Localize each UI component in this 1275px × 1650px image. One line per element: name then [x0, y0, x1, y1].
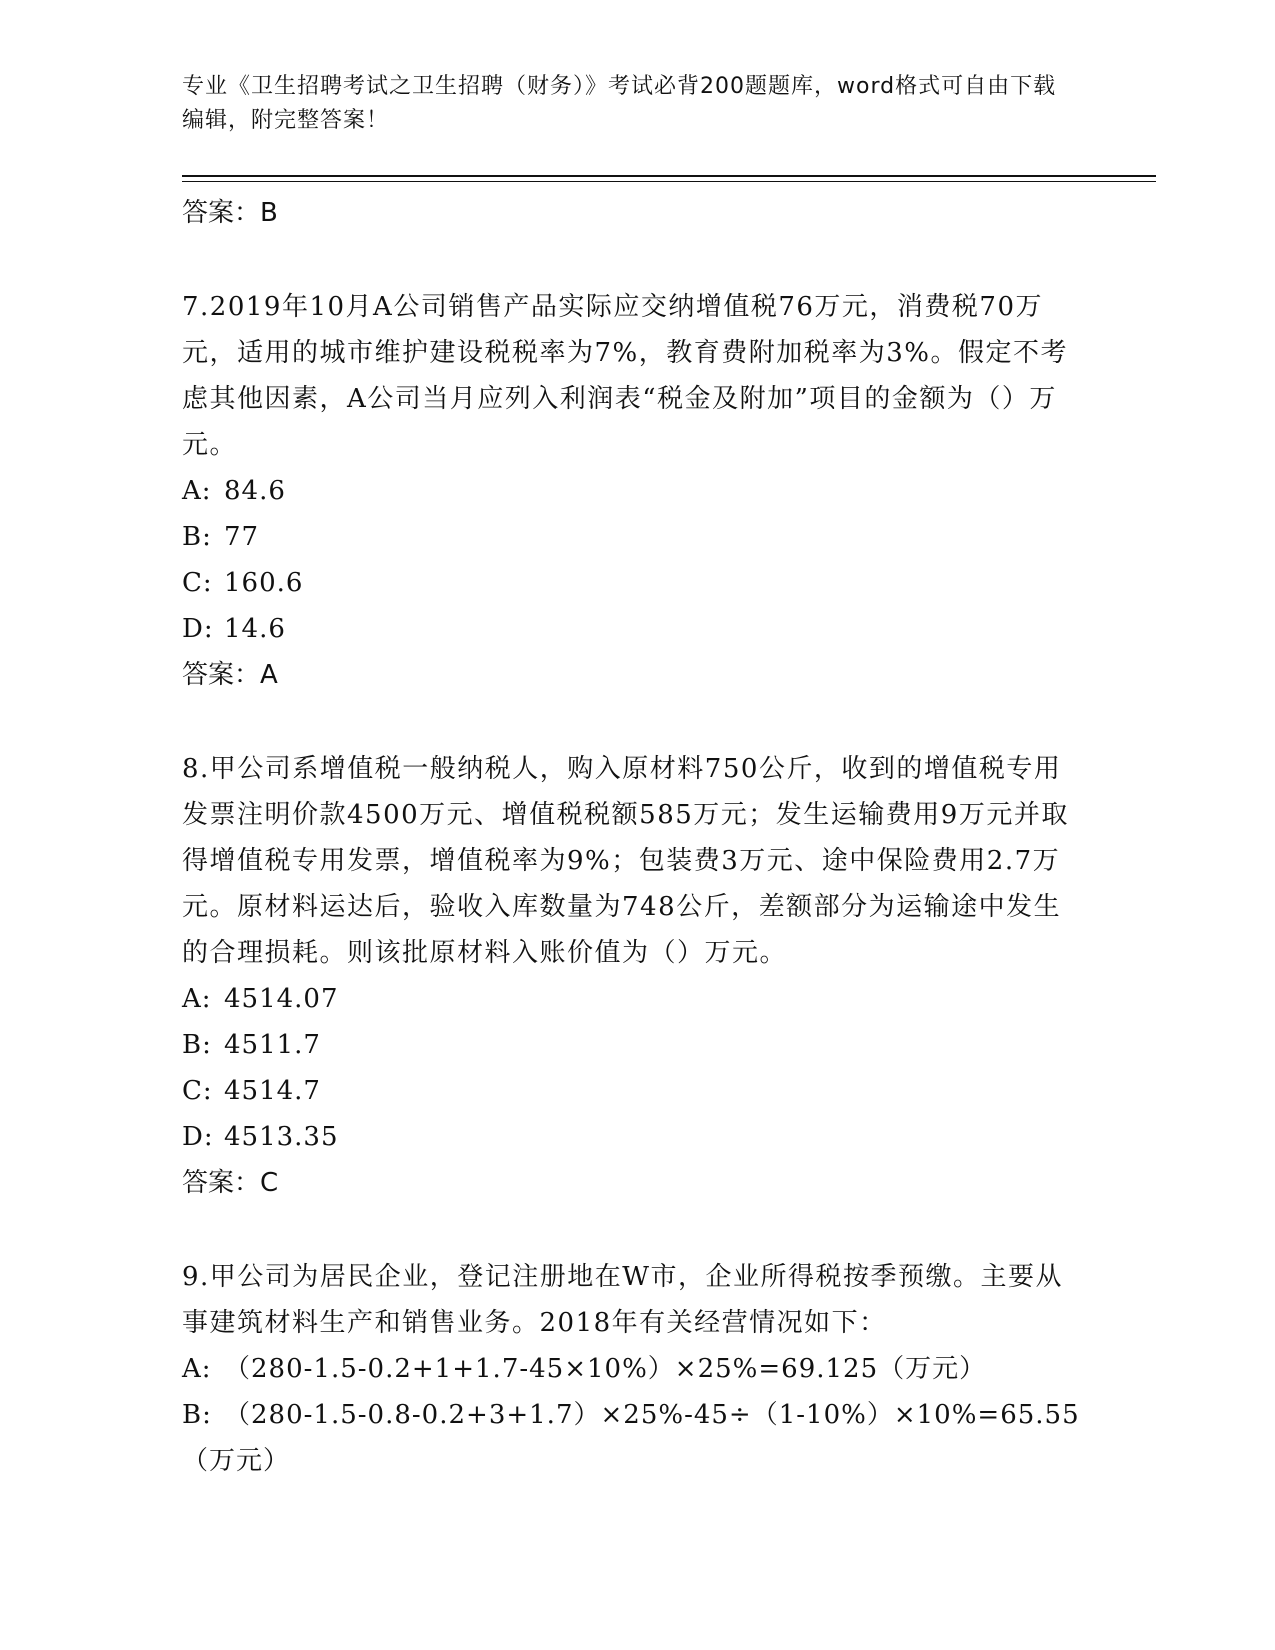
option-a [182, 1346, 1082, 1392]
option-text: 160.6 [224, 568, 304, 598]
question-stem: 9.甲公司为居民企业，登记注册地在W市，企业所得税按季预缴。主要从事建筑材料生产和销售业务。2018年有关经营情况如下： [182, 1262, 1064, 1338]
option-label: D: [182, 614, 214, 644]
option-text: 84.6 [224, 476, 286, 506]
option-text: 4513.35 [224, 1122, 339, 1152]
option-label: A: [182, 1354, 212, 1384]
question-content [182, 190, 1082, 1484]
option-text: （280-1.5-0.8-0.2+3+1.7）×25%-45÷（1-10%）×10%=65.55（万元） [182, 1400, 1080, 1476]
option-text: 4511.7 [224, 1030, 321, 1060]
option-label: C: [182, 1076, 213, 1106]
option-text: 14.6 [224, 614, 286, 644]
option-label: C: [182, 568, 213, 598]
option-text: （280-1.5-0.2+1+1.7-45×10%）×25%=69.125（万元） [224, 1354, 987, 1384]
answer-line: 答案：A [182, 660, 278, 690]
option-text: 4514.7 [224, 1076, 321, 1106]
option-text: 4514.07 [224, 984, 339, 1014]
option-a [182, 976, 1082, 1022]
option-d [182, 1114, 1082, 1160]
option-c [182, 560, 1082, 606]
option-b [182, 1022, 1082, 1068]
page-header: 专业《卫生招聘考试之卫生招聘（财务）》考试必背200题题库，word格式可自由下载编辑，附完整答案！ [182, 74, 1057, 133]
question-stem: 7.2019年10月A公司销售产品实际应交纳增值税76万元，消费税70万元，适用的城市维护建设税税率为7%，教育费附加税率为3%。假定不考虑其他因素，A公司当月应列入利润表“税金及附加”项目的金额为（）万元。 [182, 292, 1068, 460]
option-label: A: [182, 476, 212, 506]
answer-line: 答案：C [182, 1168, 279, 1198]
question-7 [182, 284, 1082, 698]
option-label: B: [182, 1030, 212, 1060]
option-a [182, 468, 1082, 514]
option-label: D: [182, 1122, 214, 1152]
option-label: B: [182, 522, 212, 552]
option-c [182, 1068, 1082, 1114]
option-b [182, 514, 1082, 560]
option-label: A: [182, 984, 212, 1014]
header-rule-thin [182, 181, 1156, 182]
previous-answer: 答案：B [182, 198, 278, 228]
option-b [182, 1392, 1082, 1484]
question-9 [182, 1254, 1082, 1484]
option-text: 77 [224, 522, 260, 552]
question-8 [182, 746, 1082, 1206]
header-rule-thick [182, 175, 1156, 177]
option-d [182, 606, 1082, 652]
option-label: B: [182, 1400, 212, 1430]
question-stem: 8.甲公司系增值税一般纳税人，购入原材料750公斤，收到的增值税专用发票注明价款4500万元、增值税税额585万元；发生运输费用9万元并取得增值税专用发票，增值税率为9%；包装费3万元、途中保险费用2.7万元。原材料运达后，验收入库数量为748公斤，差额部分为运输途中发生的合理损耗。则该批原材料入账价值为（）万元。 [182, 754, 1069, 968]
